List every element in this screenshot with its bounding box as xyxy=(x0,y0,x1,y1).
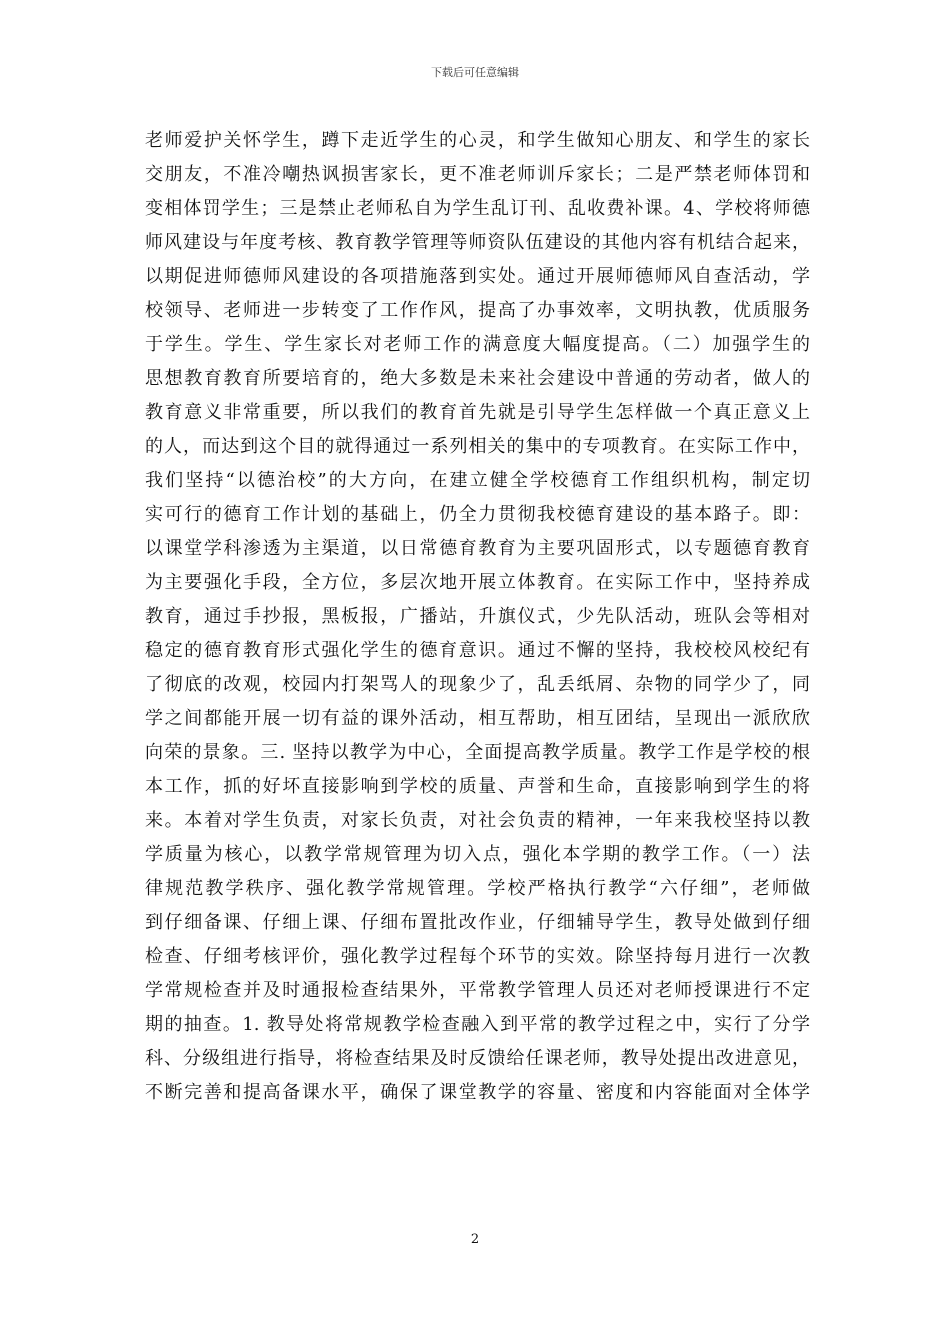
body-line: 我们坚持“以德治校”的大方向，在建立健全学校德育工作组织机构，制定切 xyxy=(145,470,810,491)
body-line: 律规范教学秩序、强化教学常规管理。学校严格执行教学“六仔细”，老师做 xyxy=(145,878,810,899)
body-line: 校领导、老师进一步转变了工作作风，提高了办事效率，文明执教，优质服务 xyxy=(145,300,810,321)
page-number-value: 2 xyxy=(470,1232,480,1247)
body-line: 教育，通过手抄报，黑板报，广播站，升旗仪式，少先队活动，班队会等相对 xyxy=(145,606,810,627)
body-line: 于学生。学生、学生家长对老师工作的满意度大幅度提高。（二）加强学生的 xyxy=(145,334,810,355)
body-line: 实可行的德育工作计划的基础上，仍全力贯彻我校德育建设的基本路子。即： xyxy=(145,504,810,525)
body-line: 学之间都能开展一切有益的课外活动，相互帮助，相互团结，呈现出一派欣欣 xyxy=(145,708,810,729)
body-line: 为主要强化手段，全方位，多层次地开展立体教育。在实际工作中，坚持养成 xyxy=(145,572,810,593)
body-line: 以期促进师德师风建设的各项措施落到实处。通过开展师德师风自查活动，学 xyxy=(145,266,810,287)
body-line: 科、分级组进行指导，将检查结果及时反馈给任课老师，教导处提出改进意见， xyxy=(145,1048,810,1069)
body-line: 期的抽查。1. 教导处将常规教学检查融入到平常的教学过程之中，实行了分学 xyxy=(145,1014,810,1035)
body-line: 教育意义非常重要，所以我们的教育首先就是引导学生怎样做一个真正意义上 xyxy=(145,402,810,423)
body-line: 稳定的德育教育形式强化学生的德育意识。通过不懈的坚持，我校校风校纪有 xyxy=(145,640,810,661)
body-line: 到仔细备课、仔细上课、仔细布置批改作业，仔细辅导学生，教导处做到仔细 xyxy=(145,912,810,933)
body-line: 检查、仔细考核评价，强化教学过程每个环节的实效。除坚持每月进行一次教 xyxy=(145,946,810,967)
body-line: 变相体罚学生；三是禁止老师私自为学生乱订刊、乱收费补课。4、学校将师德 xyxy=(145,198,810,219)
body-line: 的人，而达到这个目的就得通过一系列相关的集中的专项教育。在实际工作中， xyxy=(145,436,810,457)
body-line: 了彻底的改观，校园内打架骂人的现象少了，乱丢纸屑、杂物的同学少了，同 xyxy=(145,674,810,695)
page-header xyxy=(0,66,950,80)
header-note: 下载后可任意编辑 xyxy=(431,66,519,79)
body-line: 学质量为核心，以教学常规管理为切入点，强化本学期的教学工作。（一）法 xyxy=(145,844,810,865)
body-line: 学常规检查并及时通报检查结果外，平常教学管理人员还对老师授课进行不定 xyxy=(145,980,810,1001)
body-line: 不断完善和提高备课水平，确保了课堂教学的容量、密度和内容能面对全体学 xyxy=(145,1082,810,1103)
body-text xyxy=(145,124,810,1110)
body-line: 交朋友，不准冷嘲热讽损害家长，更不准老师训斥家长；二是严禁老师体罚和 xyxy=(145,164,810,185)
body-line: 老师爱护关怀学生，蹲下走近学生的心灵，和学生做知心朋友、和学生的家长 xyxy=(145,130,810,151)
body-line: 本工作，抓的好坏直接影响到学校的质量、声誉和生命，直接影响到学生的将 xyxy=(145,776,810,797)
body-line: 向荣的景象。三. 坚持以教学为中心，全面提高教学质量。教学工作是学校的根 xyxy=(145,742,810,763)
body-line: 师风建设与年度考核、教育教学管理等师资队伍建设的其他内容有机结合起来， xyxy=(145,232,810,253)
body-line: 思想教育教育所要培育的，绝大多数是未来社会建设中普通的劳动者，做人的 xyxy=(145,368,810,389)
body-line: 以课堂学科渗透为主渠道，以日常德育教育为主要巩固形式，以专题德育教育 xyxy=(145,538,810,559)
body-line: 来。本着对学生负责，对家长负责，对社会负责的精神，一年来我校坚持以教 xyxy=(145,810,810,831)
page-number xyxy=(0,1232,950,1248)
